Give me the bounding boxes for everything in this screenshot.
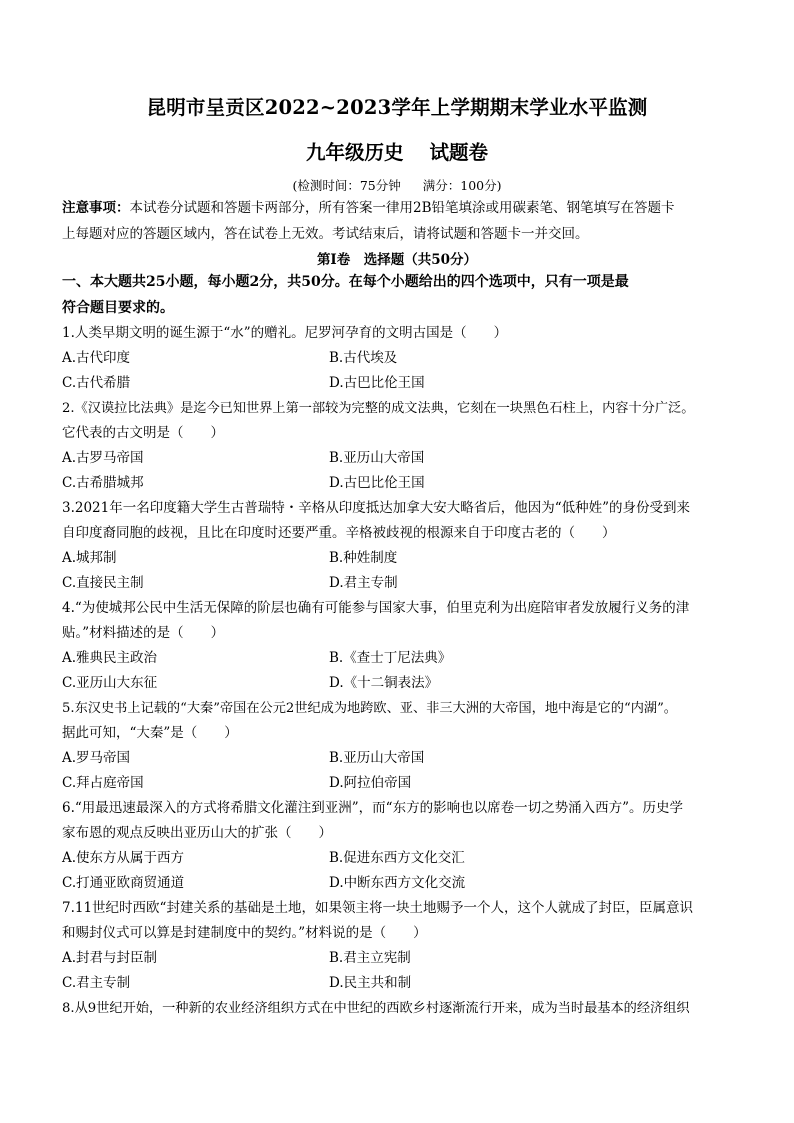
notice-text-1: 本试卷分试题和答题卡两部分，所有答案一律用2B铅笔填涂或用碳素笔、钢笔填写在答题卡 bbox=[129, 200, 675, 216]
question-6-option-c: C.打通亚欧商贸通道 bbox=[62, 875, 185, 891]
question-1-option-b: B.古代埃及 bbox=[329, 350, 398, 366]
question-4-option-c: C.亚历山大东征 bbox=[62, 675, 158, 691]
question-1-option-c: C.古代希腊 bbox=[62, 375, 131, 391]
question-6-option-a: A.使东方从属于西方 bbox=[62, 850, 185, 866]
question-3-option-c: C.直接民主制 bbox=[62, 575, 144, 591]
question-6-line-2: 家布恩的观点反映出亚历山大的扩张（ ） bbox=[62, 825, 332, 841]
notice-label: 注意事项： bbox=[62, 200, 130, 216]
section-instruction-1: 一、本大题共25小题，每小题2分，共50分。在每个小题给出的四个选项中，只有一项是最 bbox=[62, 274, 629, 290]
question-1-option-a: A.古代印度 bbox=[62, 350, 131, 366]
question-6-line-1: 6.“用最迅速最深入的方式将希腊文化灌注到亚洲”，而“东方的影响也以席卷一切之势涌入西方”。历史学 bbox=[62, 800, 683, 816]
exam-score: 满分：100分) bbox=[422, 178, 502, 193]
notice-line-2: 上每题对应的答题区域内，答在试卷上无效。考试结束后，请将试题和答题卡一并交回。 bbox=[62, 226, 589, 242]
question-4-line-2: 贴。”材料描述的是（ ） bbox=[62, 625, 225, 641]
question-1-option-d: D.古巴比伦王国 bbox=[329, 375, 425, 391]
question-5-line-2: 据此可知，“大秦”是（ ） bbox=[62, 725, 238, 741]
exam-title: 昆明市呈贡区2022~2023学年上学期期末学业水平监测 bbox=[146, 96, 648, 119]
question-4-option-d: D.《十二铜表法》 bbox=[329, 675, 439, 691]
exam-meta bbox=[0, 176, 794, 194]
subject-label: 九年级历史 bbox=[305, 141, 404, 164]
notice-line-1 bbox=[62, 197, 734, 220]
question-4-line-1: 4.“为使城邦公民中生活无保障的阶层也确有可能参与国家大事，伯里克利为出庭陪审者发放履行义务的津 bbox=[62, 600, 690, 616]
question-5-option-d: D.阿拉伯帝国 bbox=[329, 775, 412, 791]
question-3-line-1: 3.2021年一名印度籍大学生古普瑞特・辛格从印度抵达加拿大安大略省后，他因为“低种姓”的身份受到来 bbox=[62, 500, 691, 516]
question-7-option-b: B.君主立宪制 bbox=[329, 950, 411, 966]
question-5-option-c: C.拜占庭帝国 bbox=[62, 775, 144, 791]
question-7-option-d: D.民主共和制 bbox=[329, 975, 412, 991]
question-2-line-1: 2.《汉谟拉比法典》是迄今已知世界上第一部较为完整的成文法典，它刻在一块黑色石柱上，内容十分广泛。 bbox=[62, 401, 695, 416]
question-4-option-b: B.《查士丁尼法典》 bbox=[329, 650, 452, 666]
question-7-option-c: C.君主专制 bbox=[62, 975, 131, 991]
question-3-option-d: D.君主专制 bbox=[329, 575, 398, 591]
paper-kind-label: 试题卷 bbox=[429, 141, 489, 164]
question-1-line-1: 1.人类早期文明的诞生源于“水”的赠礼。尼罗河孕育的文明古国是（ ） bbox=[62, 325, 508, 341]
question-5-option-a: A.罗马帝国 bbox=[62, 750, 131, 766]
question-2-line-2: 它代表的古文明是（ ） bbox=[62, 425, 224, 441]
question-3-option-b: B.种姓制度 bbox=[329, 550, 398, 566]
question-3-option-a: A.城邦制 bbox=[62, 550, 117, 566]
question-6-option-b: B.促进东西方文化交汇 bbox=[329, 850, 465, 866]
question-2-option-d: D.古巴比伦王国 bbox=[329, 475, 425, 491]
question-2-option-c: C.古希腊城邦 bbox=[62, 475, 144, 491]
question-2-option-a: A.古罗马帝国 bbox=[62, 450, 144, 466]
question-7-line-1: 7.11世纪时西欧“封建关系的基础是土地，如果领主将一块土地赐予一个人，这个人就成了封臣，臣属意识 bbox=[62, 900, 693, 916]
question-3-line-2: 自印度裔同胞的歧视，且比在印度时还要严重。辛格被歧视的根源来自于印度古老的（ ） bbox=[62, 525, 616, 541]
section-instruction-2: 符合题目要求的。 bbox=[62, 300, 174, 316]
exam-subtitle bbox=[0, 137, 794, 165]
question-5-option-b: B.亚历山大帝国 bbox=[329, 750, 425, 766]
question-2-option-b: B.亚历山大帝国 bbox=[329, 450, 425, 466]
question-8-line-1: 8.从9世纪开始，一种新的农业经济组织方式在中世纪的西欧乡村逐渐流行开来，成为当时最基本的经济组织 bbox=[62, 1001, 690, 1016]
exam-time: (检测时间：75分钟 bbox=[292, 178, 401, 193]
question-4-option-a: A.雅典民主政治 bbox=[62, 650, 158, 666]
question-5-line-1: 5.东汉史书上记载的“大秦”帝国在公元2世纪成为地跨欧、亚、非三大洲的大帝国，地中海是它的“内湖”。 bbox=[62, 701, 677, 716]
question-7-option-a: A.封君与封臣制 bbox=[62, 950, 158, 966]
section-title: 第Ⅰ卷 选择题（共50分） bbox=[316, 252, 478, 268]
question-6-option-d: D.中断东西方文化交流 bbox=[329, 875, 466, 891]
question-7-line-2: 和赐封仪式可以算是封建制度中的契约。”材料说的是（ ） bbox=[62, 925, 427, 941]
